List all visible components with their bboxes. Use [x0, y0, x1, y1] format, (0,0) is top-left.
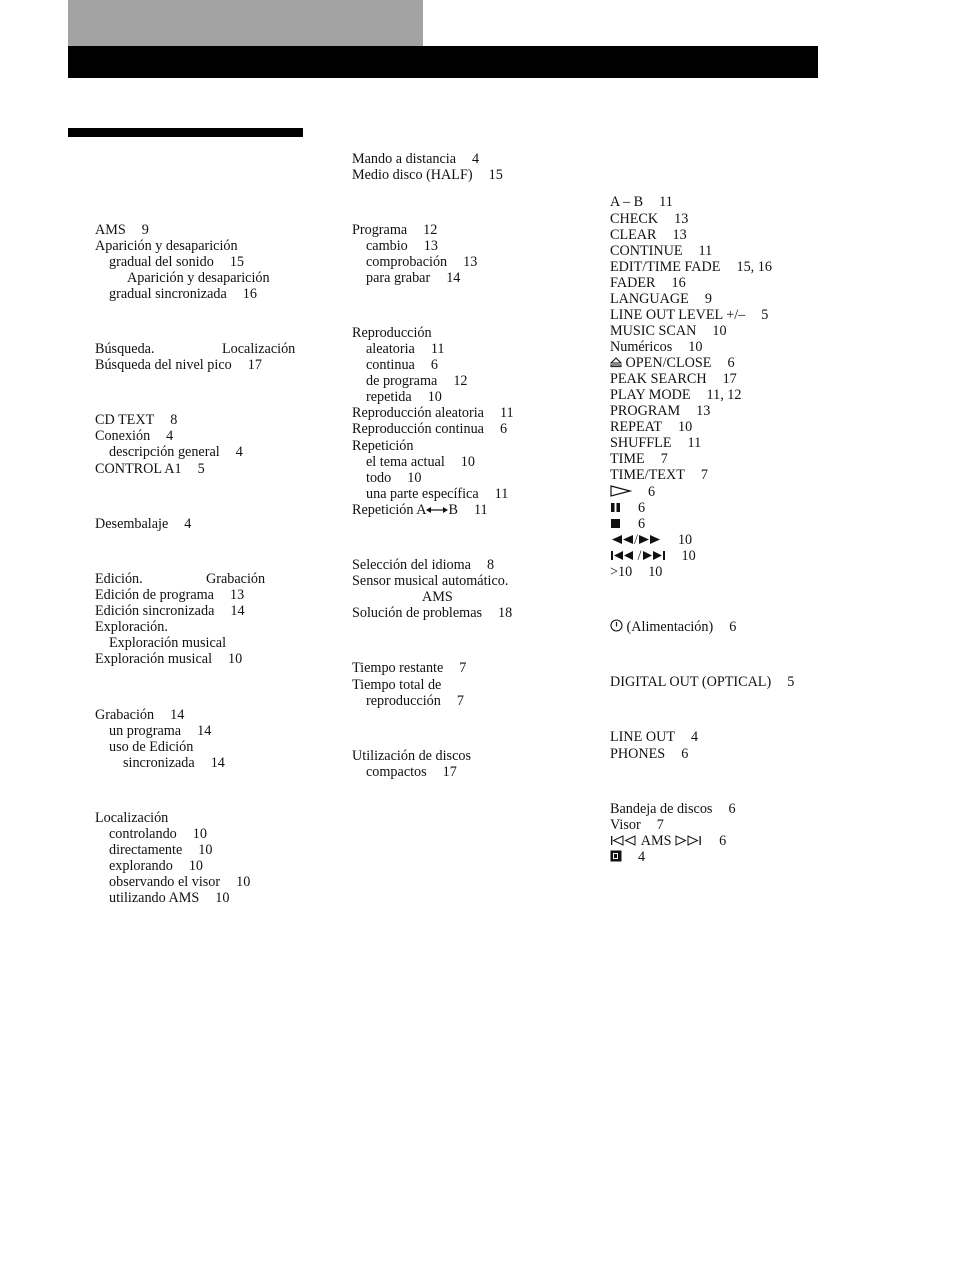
rewind-icon: [610, 534, 634, 545]
index-entry: A – B 11: [610, 194, 673, 210]
index-subentry: para grabar 14: [366, 270, 461, 286]
index-entry: OPEN/CLOSE 6: [610, 355, 735, 371]
ams-left-icon: [610, 835, 638, 846]
index-entry: Tiempo restante 7: [352, 660, 467, 676]
index-subentry: explorando 10: [109, 858, 204, 874]
index-subentry: Exploración musical: [109, 635, 227, 651]
index-subentry: uso de Edición: [109, 739, 194, 755]
index-entry: 6: [610, 484, 655, 500]
index-subentry: sincronizada 14: [123, 755, 225, 771]
index-entry: Sensor musical automático.: [352, 573, 509, 589]
index-entry: CHECK 13: [610, 211, 689, 227]
index-entry: Reproducción: [352, 325, 432, 341]
index-subentry: de programa 12: [366, 373, 468, 389]
index-entry: Exploración.: [95, 619, 168, 635]
index-entry: MUSIC SCAN 10: [610, 323, 727, 339]
index-subentry: una parte específica 11: [366, 486, 509, 502]
index-subentry: utilizando AMS 10: [109, 890, 230, 906]
index-entry: (Alimentación) 6: [610, 619, 736, 635]
index-entry: LINE OUT LEVEL +/– 5: [610, 307, 769, 323]
index-entry: DIGITAL OUT (OPTICAL) 5: [610, 674, 795, 690]
index-entry: Localización: [95, 810, 169, 826]
index-subentry: descripción general 4: [109, 444, 243, 460]
previous-track-icon: [610, 550, 634, 561]
index-subentry: reproducción 7: [366, 693, 464, 709]
index-entry: Aparición y desaparición: [95, 238, 238, 254]
index-entry: Reproducción continua 6: [352, 421, 508, 437]
ams-right-icon: [675, 835, 703, 846]
index-subentry: directamente 10: [109, 842, 213, 858]
index-entry: Utilización de discos: [352, 748, 471, 764]
index-crossref: Grabación: [206, 571, 266, 587]
index-entry: Búsqueda del nivel pico 17: [95, 357, 262, 373]
index-entry: Bandeja de discos 6: [610, 801, 736, 817]
index-subentry: el tema actual 10: [366, 454, 475, 470]
index-entry: EDIT/TIME FADE 15, 16: [610, 259, 772, 275]
index-entry: Numéricos 10: [610, 339, 703, 355]
index-entry: >10 10: [610, 564, 663, 580]
index-crossref: AMS: [422, 589, 453, 605]
index-entry: PLAY MODE 11, 12: [610, 387, 742, 403]
play-icon: [610, 485, 632, 497]
index-entry: Medio disco (HALF) 15: [352, 167, 503, 183]
section-rule: [68, 128, 303, 137]
index-subentry: Aparición y desaparición: [127, 270, 270, 286]
index-entry: FADER 16: [610, 275, 686, 291]
index-subentry: cambio 13: [366, 238, 438, 254]
index-entry: AMS 6: [610, 833, 726, 849]
index-entry: Selección del idioma 8: [352, 557, 495, 573]
index-entry: Solución de problemas 18: [352, 605, 513, 621]
pause-icon: [610, 502, 622, 513]
header-black-band: [68, 46, 818, 78]
index-entry: Conexión 4: [95, 428, 174, 444]
header-grey-band: [68, 0, 423, 46]
index-entry: 6: [610, 516, 645, 532]
index-entry: CLEAR 13: [610, 227, 687, 243]
index-subentry: observando el visor 10: [109, 874, 251, 890]
index-entry: REPEAT 10: [610, 419, 693, 435]
index-entry: Edición.: [95, 571, 143, 587]
index-entry: Grabación 14: [95, 707, 185, 723]
index-entry: Programa 12: [352, 222, 438, 238]
index-entry: TIME/TEXT 7: [610, 467, 708, 483]
index-subentry: un programa 14: [109, 723, 212, 739]
index-subentry: repetida 10: [366, 389, 442, 405]
index-entry: Exploración musical 10: [95, 651, 243, 667]
index-entry: LANGUAGE 9: [610, 291, 712, 307]
index-entry: 6: [610, 500, 645, 516]
stop-icon: [610, 518, 622, 529]
index-subentry: gradual sincronizada 16: [109, 286, 257, 302]
index-entry: Búsqueda.: [95, 341, 155, 357]
index-entry: Visor 7: [610, 817, 664, 833]
index-crossref: Localización: [222, 341, 296, 357]
index-entry: 4: [610, 849, 645, 865]
double-arrow-icon: [426, 505, 448, 515]
index-subentry: todo 10: [366, 470, 422, 486]
index-entry: / 10: [610, 548, 696, 564]
index-entry: LINE OUT 4: [610, 729, 699, 745]
index-entry: PEAK SEARCH 17: [610, 371, 737, 387]
index-entry: Edición de programa 13: [95, 587, 245, 603]
index-entry: Reproducción aleatoria 11: [352, 405, 514, 421]
index-subentry: compactos 17: [366, 764, 457, 780]
index-entry: CONTROL A1 5: [95, 461, 205, 477]
index-subentry: aleatoria 11: [366, 341, 445, 357]
index-subentry: gradual del sonido 15: [109, 254, 244, 270]
index-subentry: comprobación 13: [366, 254, 478, 270]
index-entry: CD TEXT 8: [95, 412, 178, 428]
index-entry: CONTINUE 11: [610, 243, 713, 259]
index-entry: Tiempo total de: [352, 677, 442, 693]
index-entry: Repetición A B 11: [352, 502, 488, 518]
index-subentry: controlando 10: [109, 826, 207, 842]
index-entry: TIME 7: [610, 451, 668, 467]
index-entry: PROGRAM 13: [610, 403, 711, 419]
index-subentry: continua 6: [366, 357, 438, 373]
remote-sensor-icon: [610, 850, 622, 862]
power-icon: [610, 619, 623, 632]
index-entry: SHUFFLE 11: [610, 435, 702, 451]
eject-icon: [610, 357, 622, 368]
next-track-icon: [642, 550, 666, 561]
index-entry: PHONES 6: [610, 746, 689, 762]
index-entry: Desembalaje 4: [95, 516, 192, 532]
index-entry: Repetición: [352, 438, 414, 454]
fast-forward-icon: [638, 534, 662, 545]
index-entry: AMS 9: [95, 222, 149, 238]
index-entry: Edición sincronizada 14: [95, 603, 245, 619]
index-entry: / 10: [610, 532, 692, 548]
index-entry: Mando a distancia 4: [352, 151, 480, 167]
